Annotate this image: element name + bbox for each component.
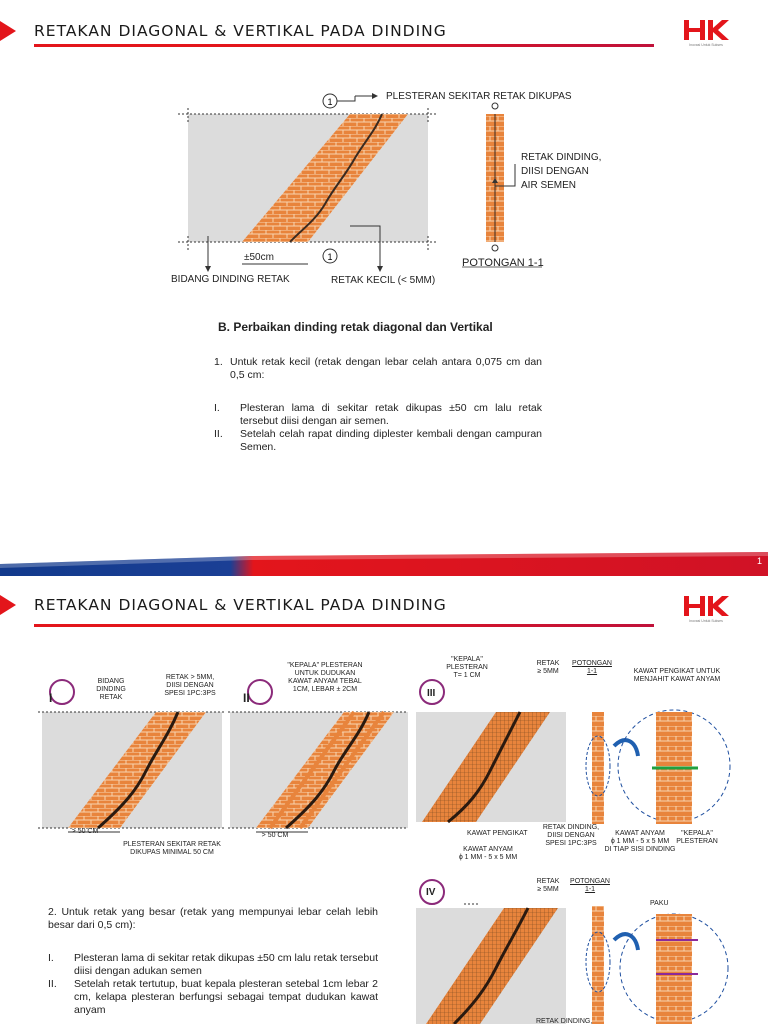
step-1-label-plesteran: PLESTERAN SEKITAR RETAK DIKUPAS MINIMAL 50 CM xyxy=(123,841,221,856)
item-2: 2. Untuk retak yang besar (retak yang mempunyai lebar celah lebih besar dari 0,5 cm): xyxy=(48,906,378,931)
step-3-label-retak-dinding: RETAK DINDING, DIISI DENGAN SPESI 1PC:3PS xyxy=(542,824,600,847)
title-underline xyxy=(34,624,654,627)
step-3-diagram xyxy=(408,656,738,846)
step-3-label-kepala: "KEPALA" PLESTERAN T= 1 CM xyxy=(446,656,488,679)
step-2-badge-icon xyxy=(248,680,272,704)
hk-logo xyxy=(682,18,730,47)
label-potongan: POTONGAN 1-1 xyxy=(462,257,544,269)
arrow-icon xyxy=(372,93,378,99)
subitem-2-2: II. Setelah retak tertutup, buat kepala plesteran setebal 1cm lebar 2 cm, kelapa plesteran berfungsi sebagai tempat dudukan kawat anyam xyxy=(48,978,378,1016)
label-50cm: ±50cm xyxy=(244,252,274,263)
step-1-badge-icon xyxy=(50,680,74,704)
arrow-icon xyxy=(205,266,211,272)
title-marker-icon xyxy=(0,21,16,41)
page-number: 1 xyxy=(756,556,762,566)
hk-logo xyxy=(682,594,730,623)
item-1 xyxy=(214,356,542,382)
step-3-label-kawat-anyam-2: KAWAT ANYAM ϕ 1 MM - 5 x 5 MM DI TIAP SISI DINDING xyxy=(604,830,676,853)
step-3-label-kepala-plesteran: "KEPALA" PLESTERAN xyxy=(676,830,718,845)
logo-tagline: Inovasi Untuk Sukses xyxy=(689,43,723,47)
label-retak-dinding: RETAK DINDING, DIISI DENGAN AIR SEMEN xyxy=(521,152,602,191)
step-3-label-retak: RETAK ≥ 5MM xyxy=(536,660,560,675)
step-3-num: III xyxy=(427,688,436,699)
step-2-label-kepala: "KEPALA" PLESTERAN UNTUK DUDUKAN KAWAT ANYAM TEBAL 1CM, LEBAR ± 2CM xyxy=(287,662,363,693)
svg-text:1: 1 xyxy=(327,252,333,262)
subitem-1: I. Plesteran lama di sekitar retak dikupas ±50 cm lalu retak tersebut diisi dengan air semen. xyxy=(214,402,542,427)
step-1-label-retak: RETAK > 5MM, DIISI DENGAN SPESI 1PC:3PS xyxy=(164,674,216,697)
slide-2 xyxy=(0,576,768,1024)
slide-title: RETAKAN DIAGONAL & VERTIKAL PADA DINDING xyxy=(34,22,447,40)
footer-band xyxy=(0,552,768,576)
step-2-label-50: > 50 CM xyxy=(261,832,289,839)
item-1-text: Untuk retak kecil (retak dengan lebar celah antara 0,075 cm dan 0,5 cm: xyxy=(230,356,542,381)
label-bidang: BIDANG DINDING RETAK xyxy=(171,274,290,285)
slide-title: RETAKAN DIAGONAL & VERTIKAL PADA DINDING xyxy=(34,596,447,614)
step-4-num: IV xyxy=(426,887,436,898)
hk-logo-icon xyxy=(682,594,730,618)
subitem-list-2 xyxy=(48,952,378,1017)
label-retak-kecil: RETAK KECIL (< 5MM) xyxy=(331,275,436,286)
subitem-2-1: I. Plesteran lama di sekitar retak dikupas ±50 cm lalu retak tersebut diisi dengan adukan semen xyxy=(48,952,378,977)
step-4-label-retak-dinding: RETAK DINDING, xyxy=(536,1018,593,1024)
subitem-2: II. Setelah celah rapat dinding diplester kembali dengan campuran Semen. xyxy=(214,428,542,453)
step-3-label-potongan: POTONGAN 1-1 xyxy=(572,660,612,675)
arrow-icon xyxy=(377,266,383,272)
step-3-label-kawat-anyam: KAWAT ANYAM ϕ 1 MM - 5 x 5 MM xyxy=(458,846,518,861)
step-4-label-paku: PAKU xyxy=(650,900,669,907)
step-3-label-kawat-pengikat: KAWAT PENGIKAT xyxy=(467,830,528,837)
title-marker-icon xyxy=(0,595,16,615)
step-1-num: I xyxy=(49,691,53,705)
section-heading: B. Perbaikan dinding retak diagonal dan Vertikal xyxy=(218,320,493,334)
svg-text:1: 1 xyxy=(327,97,333,107)
item-1-marker: 1. xyxy=(214,356,223,368)
step-3-label-kawat-pengikat-top: KAWAT PENGIKAT UNTUK MENJAHIT KAWAT ANYAM xyxy=(633,668,721,683)
step-2-num: II xyxy=(243,691,250,705)
hk-logo-icon xyxy=(682,18,730,42)
step-1-label-bidang: BIDANG DINDING RETAK xyxy=(96,678,126,701)
step-1-label-50: > 50 CM xyxy=(71,828,99,835)
title-underline xyxy=(34,44,654,47)
step-4-label-retak: RETAK ≥ 5MM xyxy=(536,878,560,893)
subitem-list xyxy=(214,402,542,454)
step-4-diagram xyxy=(408,876,738,1024)
step-4-label-potongan: POTONGAN 1-1 xyxy=(570,878,610,893)
logo-tagline: Inovasi Untuk Sukses xyxy=(689,619,723,623)
label-plesteran: PLESTERAN SEKITAR RETAK DIKUPAS xyxy=(386,91,572,102)
